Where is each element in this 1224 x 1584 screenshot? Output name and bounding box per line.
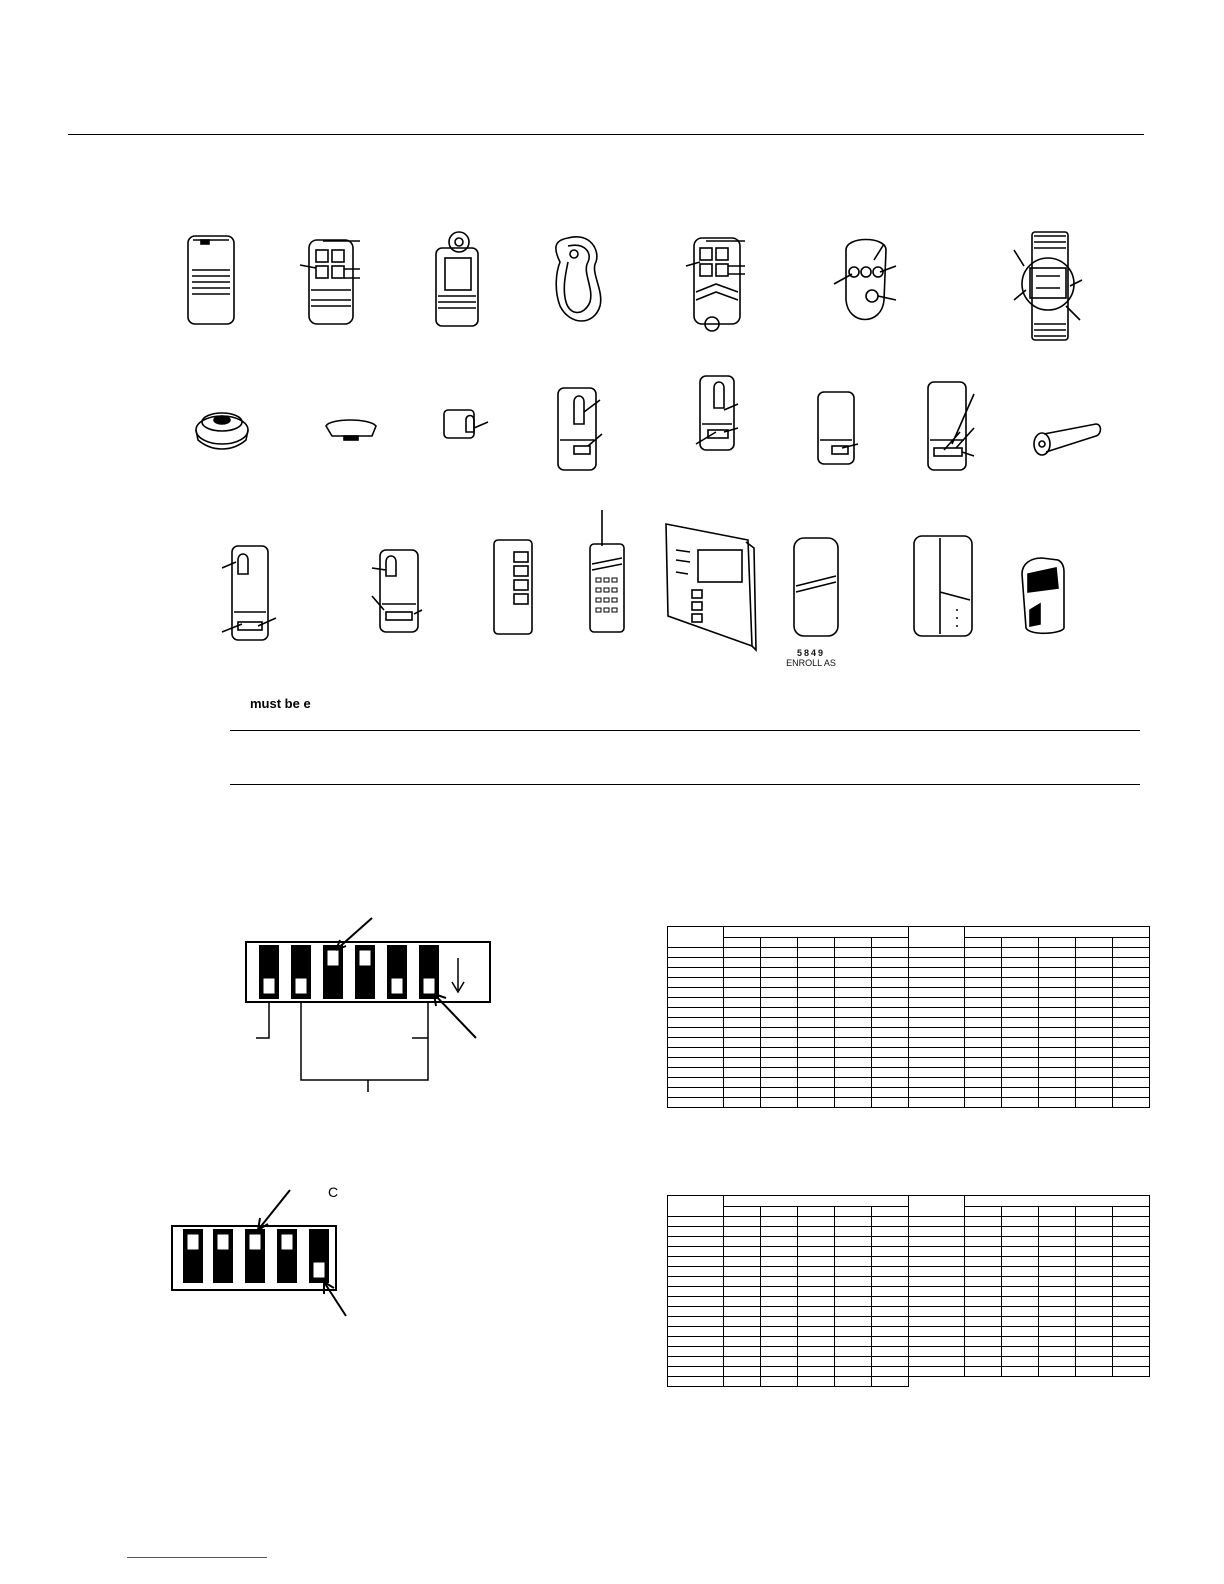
- table-row: [668, 1088, 1150, 1098]
- table-row: [668, 968, 1150, 978]
- table-row: [668, 1327, 1150, 1337]
- recessed-contact-icon: [1034, 424, 1101, 455]
- slim-door-transmitter-icon: [222, 546, 276, 640]
- compact-door-transmitter-icon: [372, 550, 422, 632]
- table-row: [668, 978, 1150, 988]
- dip-switch-diagram-2: [164, 1184, 364, 1334]
- table-row: [668, 1347, 1150, 1357]
- device-caption: [776, 648, 846, 668]
- three-button-keyfob-icon: [834, 240, 896, 320]
- table-row: [668, 1028, 1150, 1038]
- table-row: [668, 988, 1150, 998]
- model-number: 5849: [796, 648, 826, 658]
- table-row: [668, 1068, 1150, 1078]
- wristwatch-transmitter-icon: [1014, 232, 1082, 340]
- dip-switch-diagram-1: [240, 910, 500, 1100]
- smoke-detector-icon: [196, 413, 248, 449]
- table-row: [668, 1098, 1150, 1108]
- table-row: [668, 1377, 1150, 1387]
- button-panel-icon: [494, 540, 532, 634]
- table-row: [668, 1307, 1150, 1317]
- motion-detector-icon: [1022, 558, 1064, 633]
- four-button-remote-icon: [300, 240, 360, 324]
- table-row: [668, 1078, 1150, 1088]
- table-row: [668, 1018, 1150, 1028]
- mini-contact-icon: [444, 410, 488, 438]
- motion-ceiling-sensor-icon: [326, 420, 376, 440]
- keyfob-four-button-icon: [686, 238, 745, 331]
- alarm-keypad-console-icon: [666, 524, 756, 650]
- table-row: [668, 1257, 1150, 1267]
- table-row: [668, 1247, 1150, 1257]
- table-row: [668, 1058, 1150, 1068]
- table-row: [668, 1008, 1150, 1018]
- enroll-label: ENROLL AS: [786, 658, 836, 668]
- door-window-transmitter-icon: [558, 388, 602, 470]
- table-row: [668, 1277, 1150, 1287]
- section-rule-bottom: [230, 784, 1140, 785]
- table-row: [668, 1227, 1150, 1237]
- table-row: [668, 1237, 1150, 1247]
- door-window-transmitter-terminal-icon: [696, 376, 738, 450]
- pendant-transmitter-icon: [188, 236, 234, 324]
- table-row: [668, 1287, 1150, 1297]
- bean-pendant-icon: [556, 237, 601, 321]
- device-illustrations: [0, 0, 1224, 700]
- table-row: [668, 998, 1150, 1008]
- table-row: [668, 1217, 1150, 1227]
- table-row: [668, 1048, 1150, 1058]
- table-grid-1: [667, 926, 1150, 1108]
- table-row: [668, 1337, 1150, 1347]
- table-row: [668, 958, 1150, 968]
- wireless-keypad-icon: [590, 510, 624, 632]
- table-row: [668, 1357, 1150, 1367]
- table-row: [668, 1297, 1150, 1307]
- universal-transmitter-icon: [928, 382, 974, 470]
- table-row: [668, 1367, 1150, 1377]
- footer-link-underline[interactable]: [127, 1557, 267, 1558]
- glassbreak-detector-icon: [914, 536, 972, 636]
- table-grid-2: [667, 1195, 1150, 1387]
- wireless-transmitter-5849-icon: [794, 538, 838, 636]
- table-row: [668, 1038, 1150, 1048]
- table-row: [668, 948, 1150, 958]
- section-rule-top: [230, 730, 1140, 731]
- flat-contact-transmitter-icon: [818, 392, 858, 464]
- keyring-pendant-icon: [436, 232, 478, 326]
- table-row: [668, 1267, 1150, 1277]
- dip-letter: C: [328, 1184, 339, 1200]
- table-row: [668, 1317, 1150, 1327]
- note-text: must be e: [250, 696, 311, 711]
